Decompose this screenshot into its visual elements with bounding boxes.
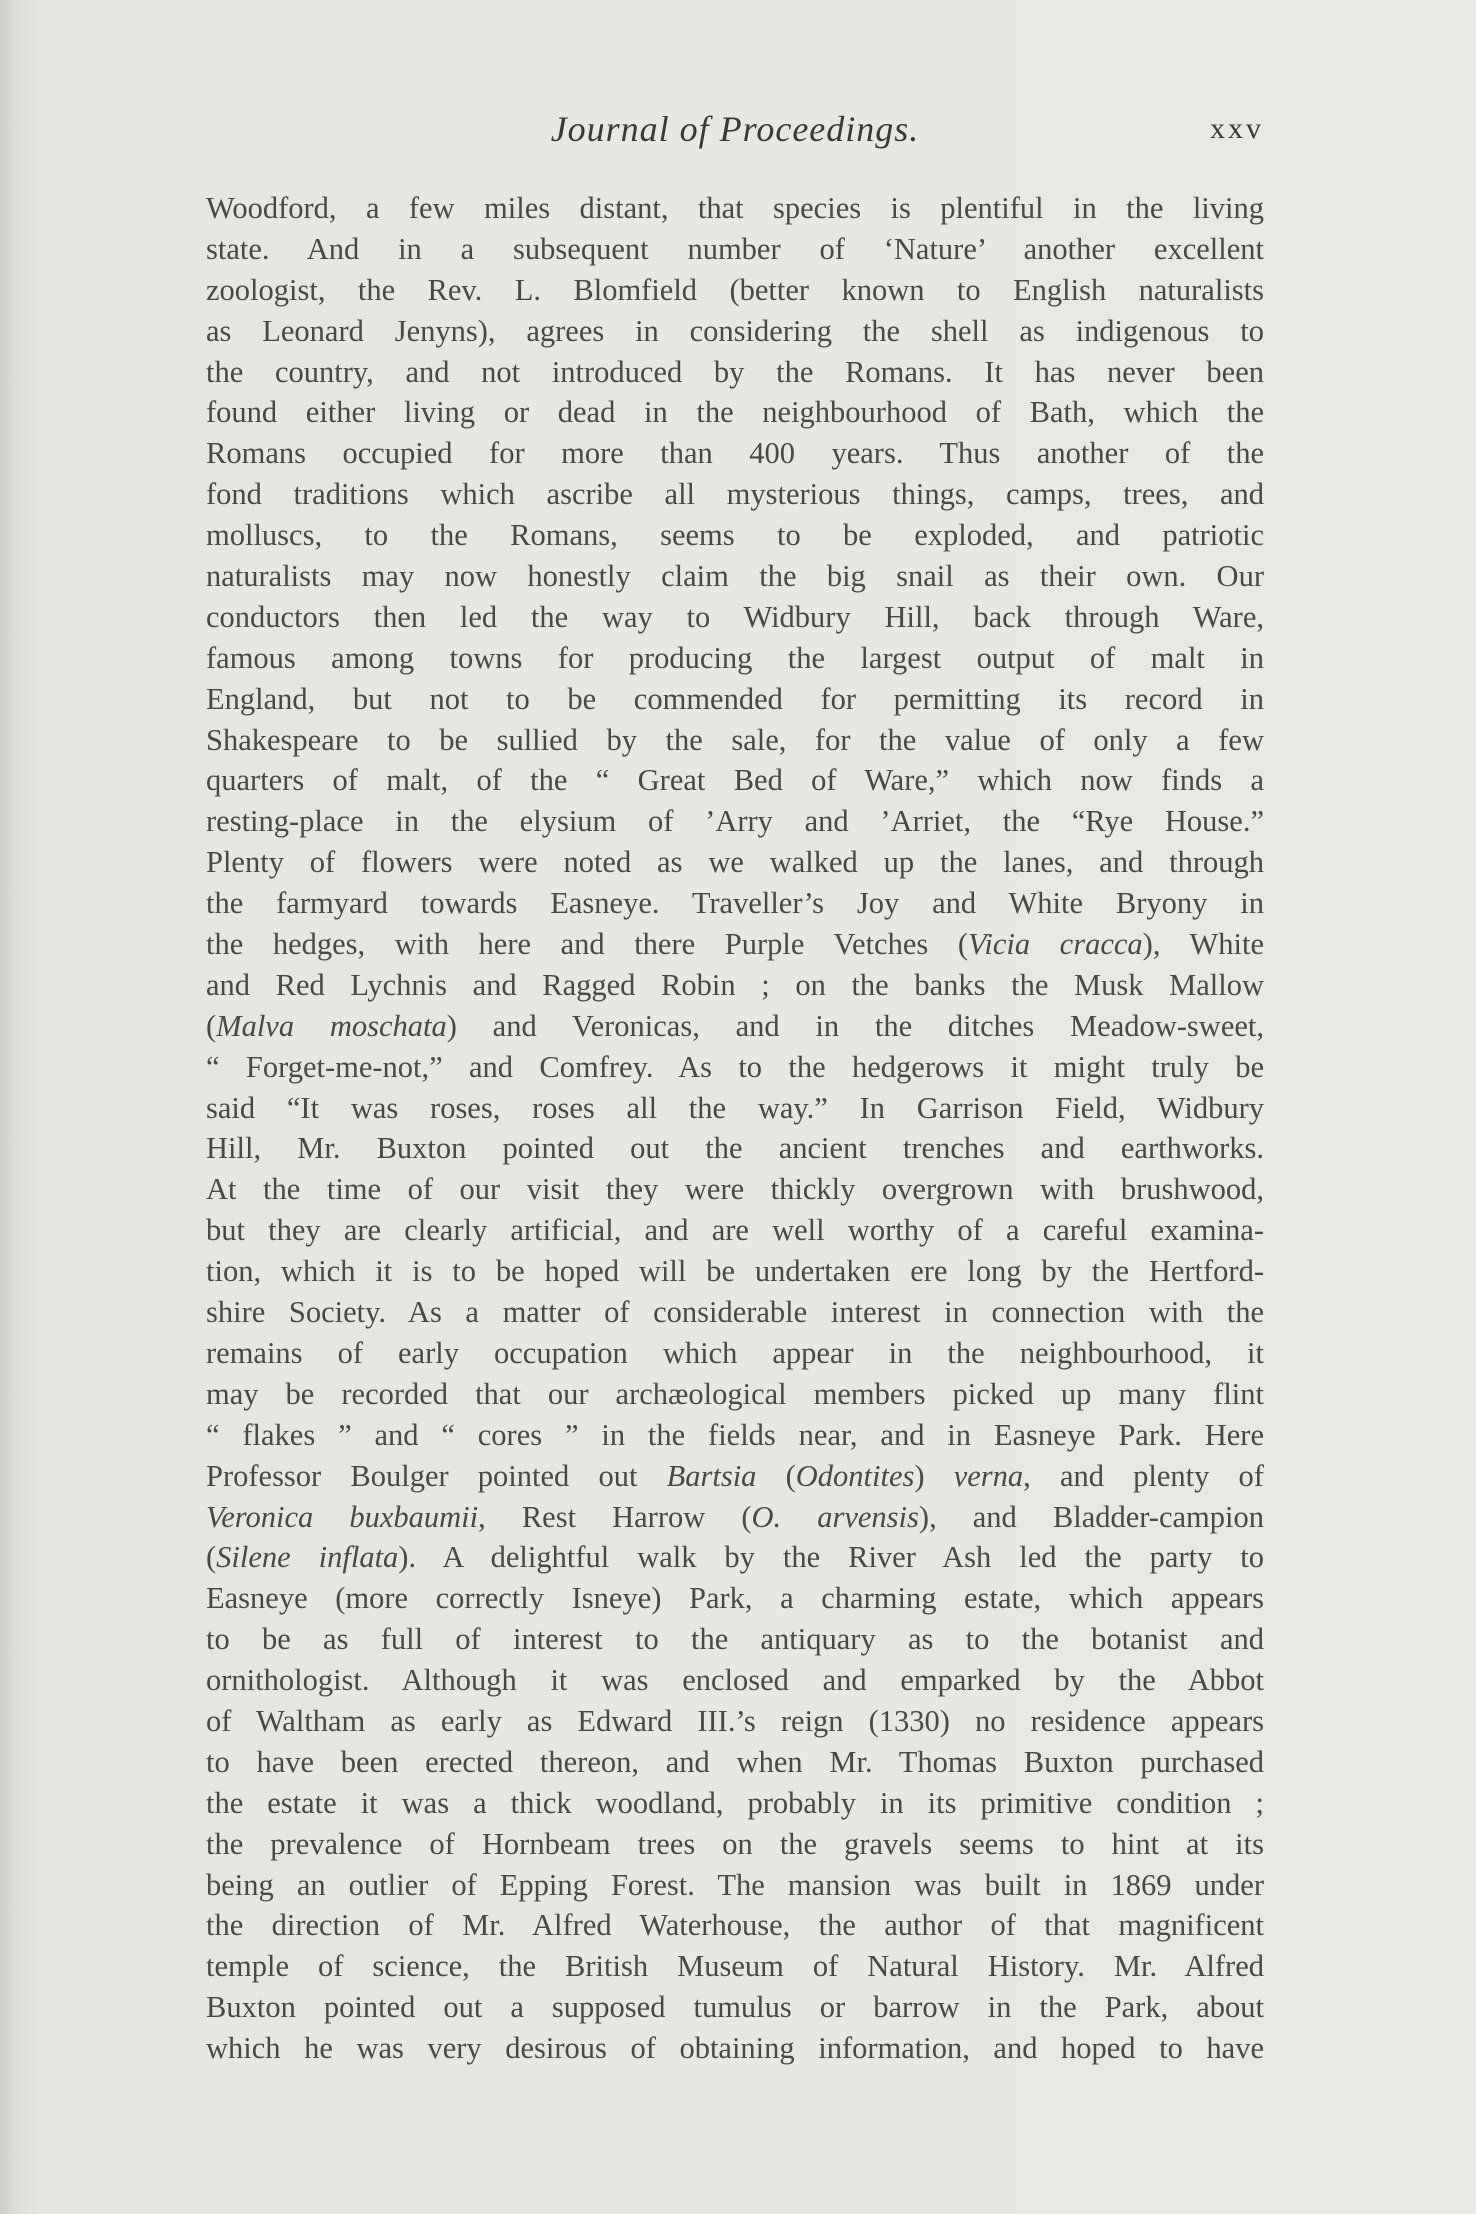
text-line: resting-place in the elysium of ’Arry and ’Arriet, the “Rye House.”: [206, 804, 1264, 839]
text-line: quarters of malt, of the “ Great Bed of Ware,” which now finds a: [206, 763, 1264, 798]
text-line: but they are clearly artificial, and are well worthy of a careful examina-: [206, 1213, 1264, 1248]
text-line: naturalists may now honestly claim the big snail as their own. Our: [206, 559, 1264, 594]
text-line: England, but not to be commended for permitting its record in: [206, 681, 1264, 716]
text-line: Buxton pointed out a supposed tumulus or barrow in the Park, about: [206, 1990, 1264, 2025]
text-line: ornithologist. Although it was enclosed and emparked by the Abbot: [206, 1663, 1264, 1698]
text-line: At the time of our visit they were thickly overgrown with brushwood,: [206, 1172, 1264, 1207]
page-header: [206, 108, 1264, 158]
text-line: being an outlier of Epping Forest. The mansion was built in 1869 under: [206, 1867, 1264, 1902]
text-line: found either living or dead in the neighbourhood of Bath, which the: [206, 395, 1264, 430]
running-head: Journal of Proceedings.: [550, 109, 920, 149]
text-line: the direction of Mr. Alfred Waterhouse, the author of that magnificent: [206, 1908, 1264, 1943]
text-line: shire Society. As a matter of considerable interest in connection with the: [206, 1295, 1264, 1330]
text-line: to have been erected thereon, and when Mr. Thomas Buxton purchased: [206, 1744, 1264, 1779]
text-line: to be as full of interest to the antiquary as to the botanist and: [206, 1622, 1264, 1657]
text-line: may be recorded that our archæological members picked up many flint: [206, 1376, 1264, 1411]
text-line: “ Forget-me-not,” and Comfrey. As to the hedgerows it might truly be: [206, 1049, 1264, 1084]
text-line: the farmyard towards Easneye. Traveller’s Joy and White Bryony in: [206, 886, 1264, 921]
text-line: Romans occupied for more than 400 years. Thus another of the: [206, 436, 1264, 471]
text-line: state. And in a subsequent number of ‘Nature’ another excellent: [206, 231, 1264, 266]
text-line: which he was very desirous of obtaining information, and hoped to have: [206, 2031, 1264, 2066]
text-line: (Silene inflata). A delightful walk by the River Ash led the party to: [206, 1540, 1264, 1575]
text-line: Shakespeare to be sullied by the sale, for the value of only a few: [206, 722, 1264, 757]
text-line: (Malva moschata) and Veronicas, and in the ditches Meadow-sweet,: [206, 1008, 1264, 1043]
text-line: as Leonard Jenyns), agrees in considering the shell as indigenous to: [206, 313, 1264, 348]
text-line: the estate it was a thick woodland, probably in its primitive condition ;: [206, 1785, 1264, 1820]
text-line: Hill, Mr. Buxton pointed out the ancient trenches and earthworks.: [206, 1131, 1264, 1166]
text-line: Easneye (more correctly Isneye) Park, a charming estate, which appears: [206, 1581, 1264, 1616]
text-line: Veronica buxbaumii, Rest Harrow (O. arvensis), and Bladder-campion: [206, 1499, 1264, 1534]
text-line: the prevalence of Hornbeam trees on the gravels seems to hint at its: [206, 1826, 1264, 1861]
text-line: Professor Boulger pointed out Bartsia (Odontites) verna, and plenty of: [206, 1458, 1264, 1493]
text-line: temple of science, the British Museum of Natural History. Mr. Alfred: [206, 1949, 1264, 1984]
text-line: Plenty of flowers were noted as we walked up the lanes, and through: [206, 845, 1264, 880]
text-line: “ flakes ” and “ cores ” in the fields near, and in Easneye Park. Here: [206, 1417, 1264, 1452]
text-line: said “It was roses, roses all the way.” In Garrison Field, Widbury: [206, 1090, 1264, 1125]
text-line: the country, and not introduced by the Romans. It has never been: [206, 354, 1264, 389]
page-number: xxv: [1210, 112, 1264, 145]
text-line: and Red Lychnis and Ragged Robin ; on the banks the Musk Mallow: [206, 967, 1264, 1002]
text-line: conductors then led the way to Widbury Hill, back through Ware,: [206, 599, 1264, 634]
body-text: [206, 188, 1264, 2069]
text-line: tion, which it is to be hoped will be undertaken ere long by the Hertford-: [206, 1254, 1264, 1289]
text-line: zoologist, the Rev. L. Blomfield (better known to English naturalists: [206, 272, 1264, 307]
text-line: the hedges, with here and there Purple Vetches (Vicia cracca), White: [206, 927, 1264, 962]
text-line: Woodford, a few miles distant, that species is plentiful in the living: [206, 191, 1264, 225]
text-line: fond traditions which ascribe all mysterious things, camps, trees, and: [206, 477, 1264, 512]
text-line: remains of early occupation which appear in the neighbourhood, it: [206, 1335, 1264, 1370]
text-line: molluscs, to the Romans, seems to be exploded, and patriotic: [206, 518, 1264, 553]
text-line: of Waltham as early as Edward III.’s reign (1330) no residence appears: [206, 1703, 1264, 1738]
text-line: famous among towns for producing the largest output of malt in: [206, 640, 1264, 675]
